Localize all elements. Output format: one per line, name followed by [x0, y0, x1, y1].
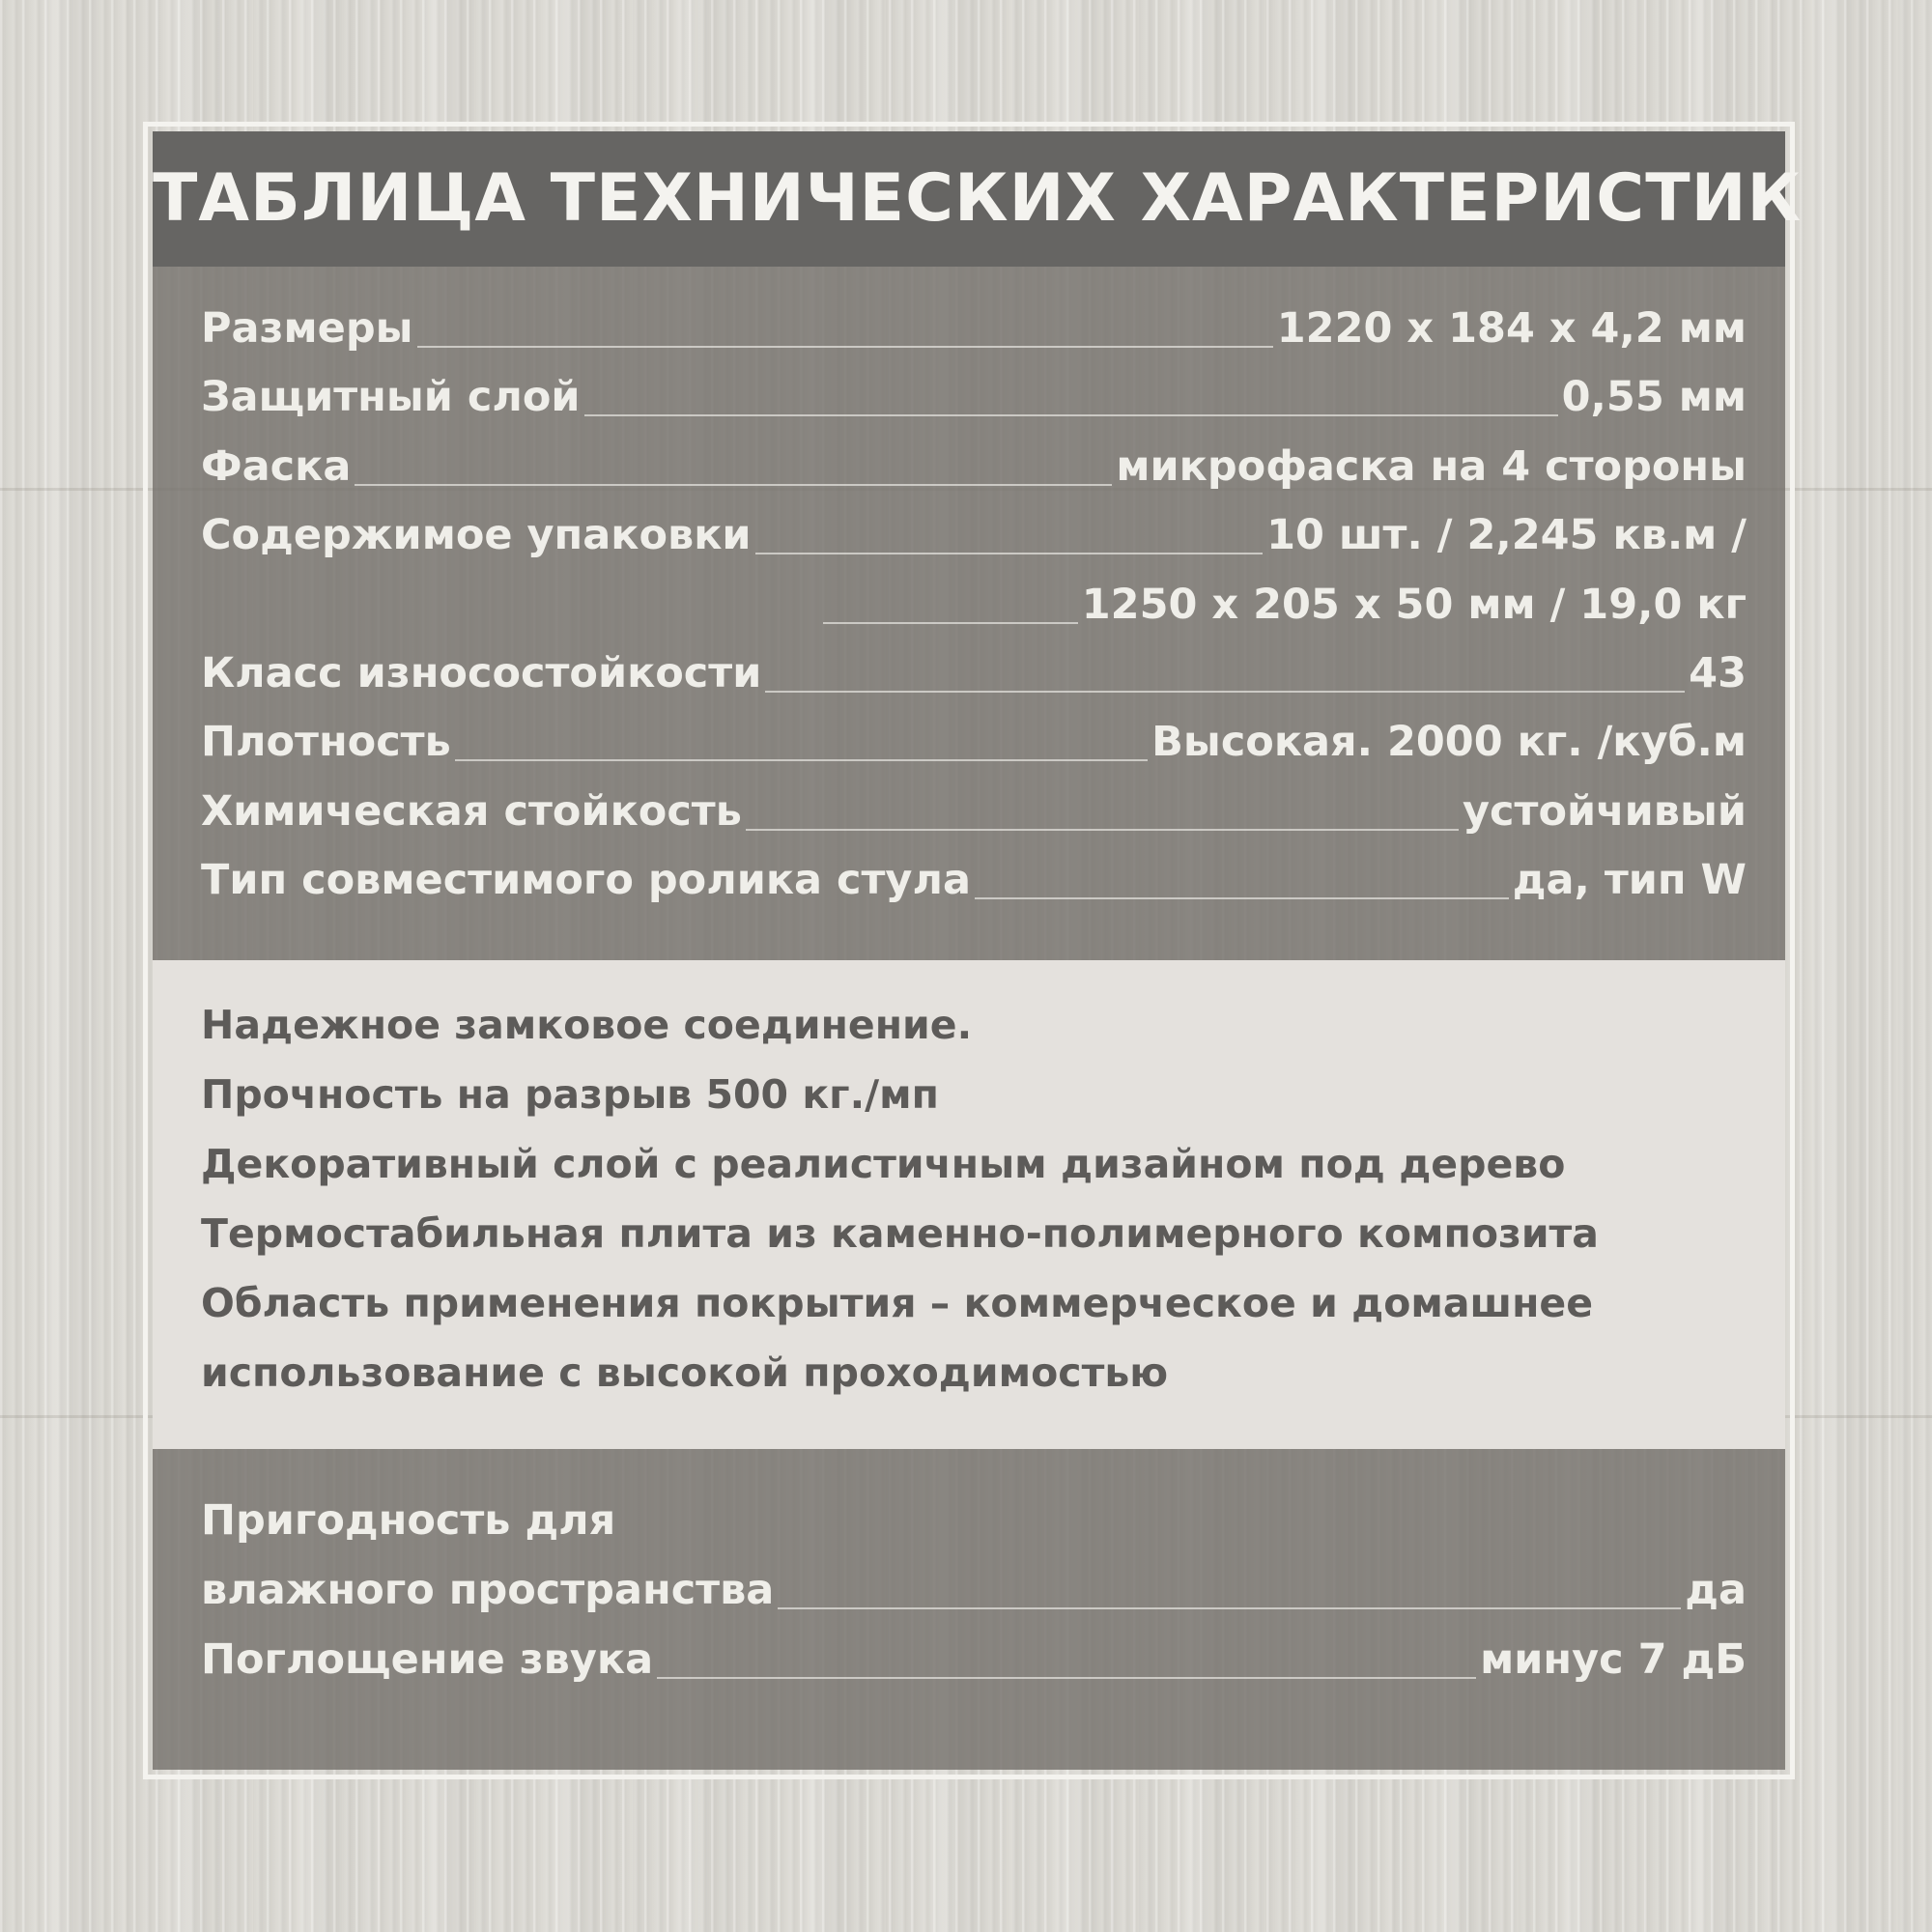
- spec-value: микрофаска на 4 стороны: [1116, 442, 1747, 491]
- spec-value: да, тип W: [1512, 856, 1747, 904]
- spec-value: 43: [1689, 649, 1747, 697]
- spec-label: влажного пространства: [201, 1566, 775, 1614]
- page-title: ТАБЛИЦА ТЕХНИЧЕСКИХ ХАРАКТЕРИСТИК: [153, 160, 1803, 237]
- title-bar: [153, 131, 1803, 267]
- leader-line: [778, 1607, 1681, 1609]
- features-panel: [153, 960, 1785, 1449]
- spec-label: Поглощение звука: [201, 1635, 654, 1684]
- spec-row-dimensions: [201, 299, 1747, 357]
- spec-row-package-contents-cont: [819, 576, 1747, 634]
- feature-line: Надежное замковое соединение.: [201, 1002, 973, 1048]
- spec-label: Плотность: [201, 718, 451, 766]
- leader-line: [765, 691, 1685, 693]
- spec-row-package-contents: [201, 506, 1747, 564]
- leader-line: [755, 553, 1264, 554]
- spec-value: 10 шт. / 2,245 кв.м /: [1266, 511, 1747, 559]
- spec-label: Фаска: [201, 442, 352, 491]
- spec-value: да: [1685, 1566, 1747, 1614]
- spec-value: 1250 x 205 x 50 мм / 19,0 кг: [1081, 581, 1747, 629]
- spec-row-chemical-resistance: [201, 782, 1747, 840]
- spec-row-protective-layer: [201, 368, 1747, 426]
- spec-row-wear-class: [201, 644, 1747, 702]
- feature-line: Декоративный слой с реалистичным дизайном под дерево: [201, 1141, 1566, 1187]
- spec-label: Химическая стойкость: [201, 787, 742, 836]
- spec-row-chair-caster: [201, 851, 1747, 909]
- feature-line: Область применения покрытия – коммерческое и домашнее: [201, 1280, 1594, 1326]
- leader-line: [417, 346, 1273, 348]
- spec-label: Содержимое упаковки: [201, 511, 752, 559]
- feature-line: Прочность на разрыв 500 кг./мп: [201, 1071, 939, 1118]
- spec-label: Класс износостойкости: [201, 649, 762, 697]
- spec-value: 1220 x 184 x 4,2 мм: [1276, 304, 1747, 353]
- spec-value: 0,55 мм: [1561, 373, 1747, 421]
- leader-line: [455, 759, 1148, 761]
- specs-panel: [153, 267, 1785, 960]
- leader-line: [746, 829, 1459, 831]
- spec-row-density: [201, 713, 1747, 771]
- extra-specs-panel: [153, 1449, 1785, 1770]
- leader-line: [657, 1677, 1476, 1679]
- spec-label: Защитный слой: [201, 373, 581, 421]
- spec-row-moisture-line1: [201, 1492, 1747, 1549]
- leader-line: [355, 484, 1112, 486]
- spec-value: устойчивый: [1463, 787, 1747, 836]
- spec-label: Пригодность для: [201, 1496, 616, 1545]
- leader-line: [584, 414, 1558, 416]
- spec-row-sound-absorption: [201, 1631, 1747, 1689]
- feature-line: Термостабильная плита из каменно-полимерного композита: [201, 1210, 1599, 1257]
- spec-value: минус 7 дБ: [1480, 1635, 1747, 1684]
- spec-label: Тип совместимого ролика стула: [201, 856, 971, 904]
- spec-value: Высокая. 2000 кг. /куб.м: [1151, 718, 1747, 766]
- spec-row-moisture: [201, 1561, 1747, 1619]
- leader-line: [975, 897, 1509, 899]
- spec-label: Размеры: [201, 304, 413, 353]
- spec-row-bevel: [201, 438, 1747, 496]
- feature-line: использование с высокой проходимостью: [201, 1350, 1169, 1396]
- leader-line: [823, 622, 1078, 624]
